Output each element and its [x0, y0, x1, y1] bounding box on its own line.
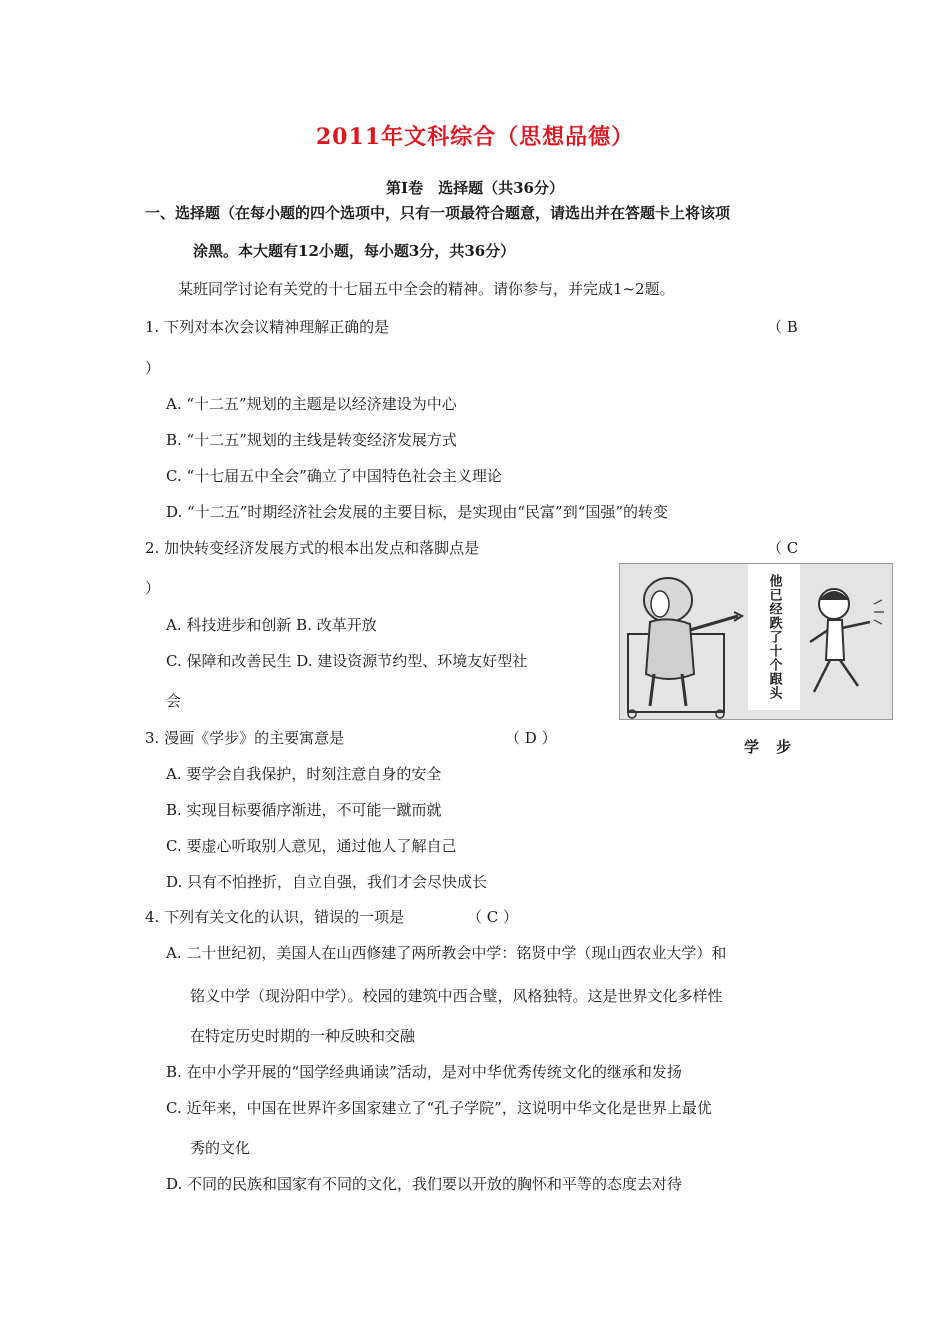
- question-2-close: ）: [145, 579, 161, 597]
- question-4-option-a-line2: 铭义中学（现汾阳中学）。校园的建筑中西合璧，风格独特。这是世界文化多样性: [190, 987, 723, 1005]
- intro-text: 某班同学讨论有关党的十七届五中全会的精神。请你参与，并完成1~2题。: [178, 280, 675, 298]
- document-title: 2011年文科综合（思想品德）: [315, 124, 635, 150]
- question-4-option-a: A. 二十世纪初，美国人在山西修建了两所教会中学：铭贤中学（现山西农业大学）和: [166, 944, 727, 962]
- question-4-option-d: D. 不同的民族和国家有不同的文化，我们要以开放的胸怀和平等的态度去对待: [166, 1175, 683, 1193]
- question-1-option-c: C. “十七届五中全会”确立了中国特色社会主义理论: [166, 467, 502, 485]
- question-2-option-d-cont: 会: [166, 692, 182, 710]
- question-3-option-a: A. 要学会自我保护，时刻注意自身的安全: [166, 765, 442, 783]
- question-4-option-c: C. 近年来，中国在世界许多国家建立了“孔子学院”，这说明中华文化是世界上最优: [166, 1099, 712, 1117]
- question-3-stem: 3. 漫画《学步》的主要寓意是: [145, 729, 345, 747]
- question-3-option-d: D. 只有不怕挫折，自立自强，我们才会尽快成长: [166, 873, 488, 891]
- question-4-answer: （ C ）: [467, 908, 519, 926]
- question-1-option-d: D. “十二五”时期经济社会发展的主要目标，是实现由“民富”到“国强”的转变: [166, 503, 669, 521]
- part-heading: 第Ⅰ卷 选择题（共36分）: [386, 179, 564, 197]
- question-3-answer: （ D ）: [505, 729, 557, 747]
- question-2-answer: （ C: [767, 539, 799, 557]
- question-4-stem: 4. 下列有关文化的认识，错误的一项是: [145, 908, 405, 926]
- question-1-option-b: B. “十二五”规划的主线是转变经济发展方式: [166, 431, 457, 449]
- section-instructions-line1: 一、选择题（在每小题的四个选项中，只有一项最符合题意，请选出并在答题卡上将该项: [145, 204, 731, 222]
- question-1-option-a: A. “十二五”规划的主题是以经济建设为中心: [166, 395, 457, 413]
- question-3-option-b: B. 实现目标要循序渐进，不可能一蹴而就: [166, 801, 442, 819]
- question-2-option-cd: C. 保障和改善民生 D. 建设资源节约型、环境友好型社: [166, 652, 528, 670]
- cartoon-caption: 学 步: [744, 738, 798, 756]
- question-2-option-ab: A. 科技进步和创新 B. 改革开放: [166, 616, 377, 634]
- cartoon-image: [619, 563, 893, 720]
- question-1-close: ）: [145, 359, 161, 377]
- question-1-stem: 1. 下列对本次会议精神理解正确的是: [145, 318, 390, 336]
- question-1-answer: （ B: [767, 318, 798, 336]
- question-3-option-c: C. 要虚心听取别人意见，通过他人了解自己: [166, 837, 457, 855]
- question-2-stem: 2. 加快转变经济发展方式的根本出发点和落脚点是: [145, 539, 480, 557]
- question-4-option-b: B. 在中小学开展的“国学经典诵读”活动，是对中华优秀传统文化的继承和发扬: [166, 1063, 682, 1081]
- section-instructions-line2: 涂黑。本大题有12小题，每小题3分，共36分）: [193, 242, 516, 260]
- cartoon-speech-text: 他已经跌了十个跟头: [748, 564, 800, 710]
- question-4-option-c-line2: 秀的文化: [190, 1139, 251, 1157]
- question-4-option-a-line3: 在特定历史时期的一种反映和交融: [190, 1027, 416, 1045]
